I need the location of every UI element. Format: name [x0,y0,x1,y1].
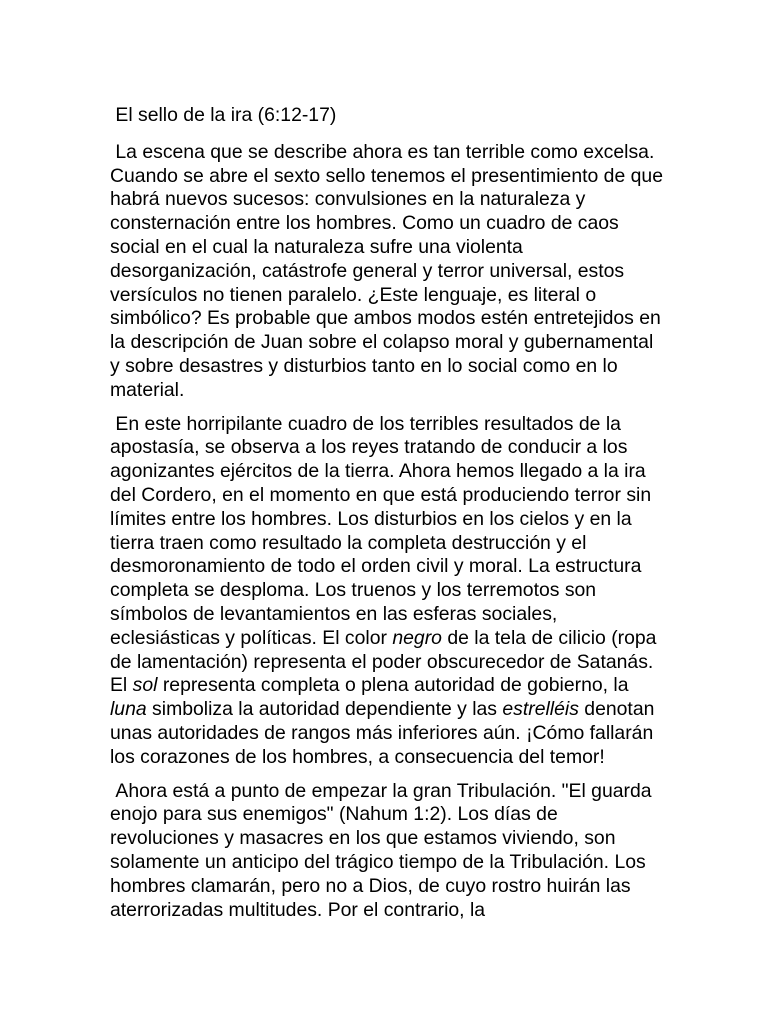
italic-term: luna [110,698,147,721]
document-body [110,104,669,922]
italic-term: negro [392,626,442,649]
section-heading [110,104,666,128]
text-run: La escena que se describe ahora es tan terrible como excelsa. Cuando se abre el sexto sello tenemos el presentimiento de que habrá nuevos sucesos: convulsiones en la naturaleza y consternación entre los hombres. Como un cuadro de caos social en el cual la naturaleza sufre una violenta desorganización, catástrofe general y terror universal, estos versículos no tienen paralelo. ¿Este lenguaje, es literal o simbólico? Es probable que ambos modos estén entretejidos en la descripción de Juan sobre el colapso moral y gubernamental y sobre desastres y disturbios tanto en lo social como en lo material. [110,140,669,401]
italic-term: estrelléis [502,698,579,721]
document-page [110,104,669,932]
text-run: representa completa o plena autoridad de gobierno, la [157,674,634,697]
text-run: simboliza la autoridad dependiente y las [146,698,503,721]
text-run: denotan unas autoridades de rangos más inferiores aún. ¡Cómo fallarán los corazones de los hombres, a consecuencia del temor! [110,698,660,768]
text-run: El sello de la ira (6:12-17) [110,104,337,126]
paragraph [110,140,669,403]
paragraph [110,413,666,770]
paragraph [110,780,666,923]
text-run: En este horripilante cuadro de los terribles resultados de la apostasía, se observa a los reyes tratando de conducir a los agonizantes ejércitos de la tierra. Ahora hemos llegado a la ira del Cordero, en el momento en que está produciendo terror sin límites entre los hombres. Los disturbios en los cielos y en la tierra traen como resultado la completa destrucción y el desmoronamiento de todo el orden civil y moral. La estructura completa se desploma. Los truenos y los terremotos son símbolos de levantamientos en las esferas sociales, eclesiásticas y políticas. El color [110,412,657,649]
italic-term: sol [132,674,158,697]
text-run: de la tela de cilicio (ropa de lamentación) representa el poder obscurecedor de Satanás. El [110,626,662,697]
text-run: Ahora está a punto de empezar la gran Tribulación. "El guarda enojo para sus enemigos" (Nahum 1:2). Los días de revoluciones y masacres en los que estamos viviendo, son solamente un anticipo del trágico tiempo de la Tribulación. Los hombres clamarán, pero no a Dios, de cuyo rostro huirán las aterrorizadas multitudes. Por el contrario, la [110,779,657,921]
